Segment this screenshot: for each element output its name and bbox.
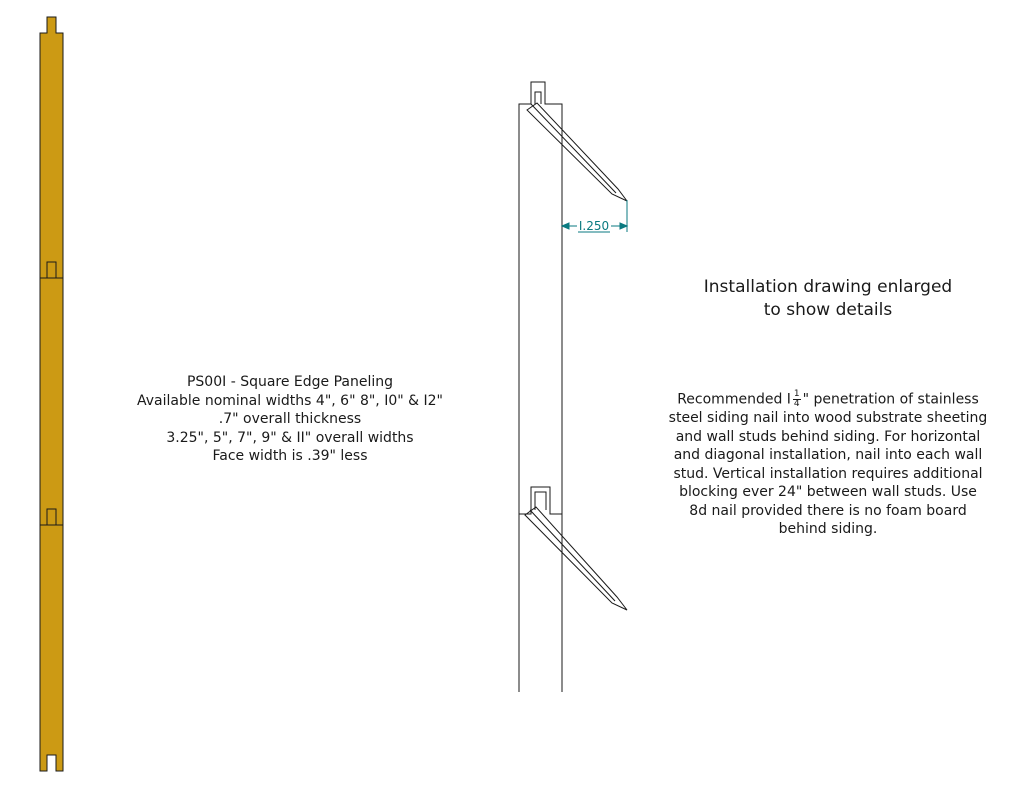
board-joint-outline <box>519 487 562 514</box>
rec-line2: steel siding nail into wood substrate sheeting <box>668 410 988 426</box>
rec-line5: stud. Vertical installation requires additional <box>673 465 983 482</box>
fraction-denominator: 4 <box>793 399 800 409</box>
rec-line7: 8d nail provided there is no foam board <box>689 502 967 519</box>
panel-board-middle <box>40 262 63 525</box>
spec-thickness: .7" overall thickness <box>218 411 362 427</box>
panel-board-bottom <box>40 509 63 771</box>
rec-line1-pre: Recommended I <box>677 391 791 408</box>
rec-line4: and diagonal installation, nail into each wall <box>673 447 983 463</box>
product-spec-text <box>110 373 470 466</box>
rec-line3: and wall studs behind siding. For horizontal <box>675 428 981 445</box>
spec-face-width: Face width is .39" less <box>212 448 368 464</box>
recommendation-text <box>648 390 1008 539</box>
fraction <box>793 390 801 409</box>
fraction-numerator: 1 <box>793 389 800 399</box>
paneling-profile <box>40 17 63 771</box>
spec-overall-widths: 3.25", 5", 7", 9" & II" overall widths <box>166 429 414 446</box>
nail-top <box>527 103 627 201</box>
installation-title <box>650 276 1006 322</box>
nail-bottom <box>525 507 627 610</box>
rec-line1 <box>648 390 1008 409</box>
spec-title: PS00I - Square Edge Paneling <box>186 374 394 390</box>
rec-line6: blocking ever 24" between wall studs. Use <box>679 484 977 500</box>
installation-title-line1: Installation drawing enlarged <box>703 277 953 297</box>
spec-nominal-widths: Available nominal widths 4", 6" 8", I0" & I2" <box>137 392 443 409</box>
rec-line1-post: " penetration of stainless <box>802 391 979 408</box>
dimension-label: I.250 <box>578 219 610 233</box>
installation-detail <box>519 82 562 692</box>
board-top-outline <box>519 82 562 692</box>
installation-title-line2: to show details <box>763 300 893 320</box>
rec-line8: behind siding. <box>778 521 878 537</box>
panel-board-top <box>40 17 63 278</box>
